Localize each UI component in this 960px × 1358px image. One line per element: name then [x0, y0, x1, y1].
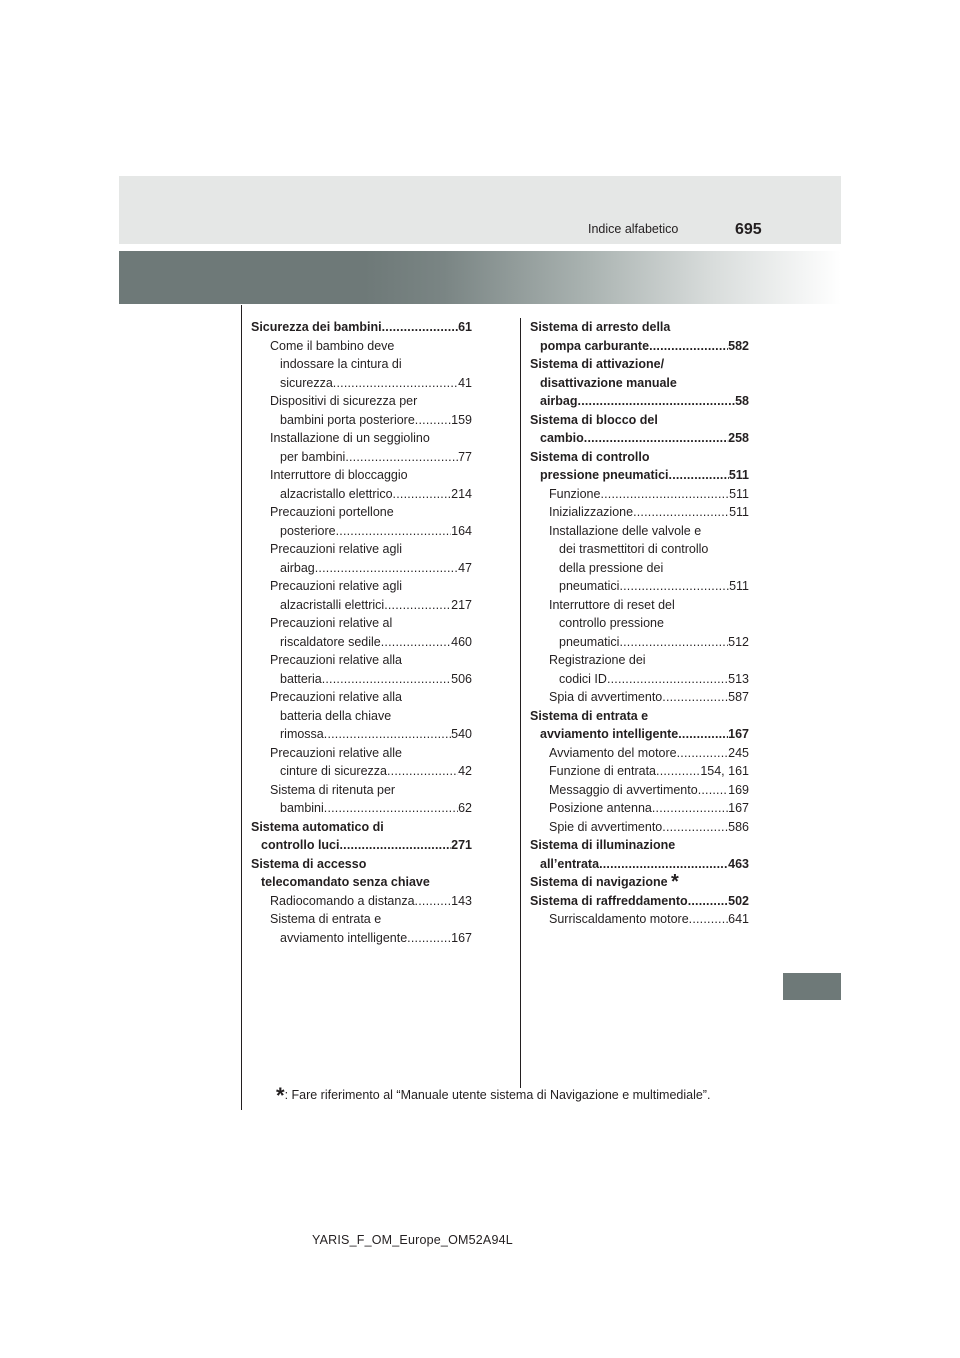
entry-text: controllo luci: [261, 838, 340, 852]
index-entry-sub: [251, 577, 472, 614]
entry-text: Interruttore di bloccaggio: [270, 468, 408, 482]
section-thumb-tab: [783, 973, 841, 1000]
page-reference: 511: [729, 486, 749, 501]
index-entry-sub: [251, 910, 472, 947]
index-entry-main: [530, 318, 749, 355]
dot-leader: [382, 318, 459, 337]
entry-text: Dispositivi di sicurezza per: [270, 394, 418, 408]
dot-leader: [600, 485, 729, 504]
page-reference: 586: [728, 819, 749, 834]
index-entry-sub: [251, 503, 472, 540]
index-entry-sub: [530, 651, 749, 688]
index-entry-main: [530, 411, 749, 448]
index-entry-sub: [530, 596, 749, 652]
section-title: Indice alfabetico: [588, 222, 679, 236]
entry-text: Sistema di accesso: [251, 856, 367, 871]
dot-leader: [656, 762, 700, 781]
entry-text: controllo pressione: [559, 616, 664, 630]
entry-text: Precauzioni relative alle: [270, 745, 403, 760]
entry-text: posteriore: [280, 523, 336, 538]
entry-text: all’entrata: [540, 856, 600, 871]
index-entry-main: [251, 855, 472, 892]
page-reference: 540: [451, 727, 472, 741]
dot-leader: [324, 799, 458, 818]
dot-leader: [415, 892, 452, 911]
index-entry-sub: [530, 688, 749, 707]
page-reference: 42: [458, 764, 472, 778]
page-reference: 167: [728, 727, 749, 741]
entry-text: Sistema di arresto della: [530, 320, 671, 334]
dot-leader: [387, 762, 458, 781]
entry-text: della pressione dei: [559, 560, 664, 575]
dot-leader: [336, 522, 452, 541]
entry-text: Sistema di illuminazione: [530, 838, 676, 852]
entry-text: Precauzioni portellone: [270, 505, 394, 519]
entry-text: Installazione delle valvole e: [549, 523, 702, 538]
dot-leader: [339, 836, 451, 855]
entry-text: Precauzioni relative al: [270, 616, 393, 630]
dot-leader: [607, 670, 728, 689]
index-entry-sub: [251, 337, 472, 393]
page-reference: 502: [728, 893, 749, 908]
entry-text: rimossa: [280, 727, 324, 741]
page-reference: 506: [451, 671, 472, 686]
entry-text: Precauzioni relative agli: [270, 579, 403, 593]
page-reference: 154, 161: [700, 764, 749, 778]
entry-text: batteria della chiave: [280, 708, 392, 723]
page-reference: 217: [451, 597, 472, 612]
dot-leader: [649, 337, 728, 356]
page-reference: 513: [728, 671, 749, 686]
dot-leader: [662, 688, 728, 707]
index-entry-main: [530, 448, 749, 485]
entry-text: indossare la cintura di: [280, 357, 402, 371]
entry-text: pneumatici: [559, 579, 620, 593]
page-reference: 214: [451, 486, 472, 501]
index-entry-main: [530, 836, 749, 873]
index-entry-main: [530, 873, 749, 892]
entry-text: Sistema di ritenuta per: [270, 782, 396, 797]
entry-text: Registrazione dei: [549, 653, 646, 667]
page-reference: 167: [728, 801, 749, 815]
entry-text: Radiocomando a distanza: [270, 893, 415, 908]
entry-text: Sistema automatico di: [251, 819, 384, 834]
entry-text: Sistema di entrata e: [530, 708, 649, 723]
index-entry-main: [251, 818, 472, 855]
entry-text: Come il bambino deve: [270, 338, 395, 353]
entry-text: Messaggio di avvertimento: [549, 782, 698, 797]
page-reference: 511: [729, 505, 749, 519]
dot-leader: [652, 799, 728, 818]
footnote-star: *: [276, 1083, 285, 1108]
dot-leader: [619, 633, 728, 652]
page-reference: 164: [451, 523, 472, 538]
dot-leader: [599, 855, 728, 874]
entry-text: avviamento intelligente: [280, 930, 408, 945]
index-entry-main: [530, 707, 749, 744]
entry-text: bambini porta posteriore: [280, 412, 415, 427]
footnote-marker: *: [671, 871, 679, 893]
entry-text: Spia di avvertimento: [549, 690, 663, 704]
entry-text: bambini: [280, 801, 324, 815]
left-margin-rule: [241, 305, 242, 1110]
page-reference: 511: [728, 468, 749, 482]
dot-leader: [619, 577, 729, 596]
dot-leader: [333, 374, 458, 393]
dot-leader: [415, 411, 451, 430]
index-entry-sub: [251, 744, 472, 781]
page-reference: 61: [458, 320, 472, 334]
index-entry-sub: [251, 781, 472, 818]
index-entry-sub: [251, 614, 472, 651]
page-reference: 167: [451, 930, 472, 945]
entry-text: Interruttore di reset del: [549, 597, 675, 612]
entry-text: Precauzioni relative alla: [270, 690, 403, 704]
index-entry-sub: [251, 688, 472, 744]
entry-text: airbag: [280, 560, 315, 575]
index-entry-sub: [251, 392, 472, 429]
entry-text: codici ID: [559, 671, 607, 686]
index-entry-main: [530, 892, 749, 911]
entry-text: airbag: [540, 394, 578, 408]
entry-text: cambio: [540, 431, 584, 445]
page-reference: 77: [458, 449, 472, 464]
page-number: 695: [735, 221, 762, 238]
header-gradient-bar: [119, 251, 841, 304]
page-reference: 582: [728, 338, 749, 353]
dot-leader: [345, 448, 458, 467]
entry-text: Precauzioni relative alla: [270, 653, 403, 667]
dot-leader: [393, 485, 452, 504]
page-reference: 463: [728, 856, 749, 871]
index-entry-sub: [251, 540, 472, 577]
dot-leader: [689, 910, 728, 929]
index-entry-sub: [530, 522, 749, 596]
entry-text: alzacristalli elettrici: [280, 597, 385, 612]
entry-text: Sistema di navigazione: [530, 875, 668, 889]
page-reference: 58: [735, 394, 749, 408]
index-entry-sub: [251, 429, 472, 466]
dot-leader: [633, 503, 729, 522]
entry-text: Sistema di raffreddamento: [530, 893, 688, 908]
entry-text: Sistema di controllo: [530, 449, 650, 464]
entry-text: Sistema di blocco del: [530, 412, 658, 427]
dot-leader: [315, 559, 458, 578]
index-entry-sub: [530, 503, 749, 522]
index-entry-sub: [530, 744, 749, 763]
entry-text: dei trasmettitori di controllo: [559, 542, 709, 556]
entry-text: Sistema di entrata e: [270, 912, 382, 926]
page-reference: 169: [728, 782, 749, 797]
page-reference: 641: [728, 912, 749, 926]
dot-leader: [322, 670, 451, 689]
index-column-right: [530, 318, 749, 929]
entry-text: alzacristallo elettrico: [280, 486, 393, 501]
entry-text: Avviamento del motore: [549, 745, 677, 760]
page-reference: 62: [458, 801, 472, 815]
column-divider: [520, 318, 521, 1088]
dot-leader: [669, 466, 729, 485]
index-entry-sub: [530, 762, 749, 781]
entry-text: Sistema di attivazione/: [530, 357, 665, 371]
dot-leader: [688, 892, 728, 911]
entry-text: disattivazione manuale: [540, 375, 677, 390]
index-column-left: [251, 318, 472, 947]
footnote-text: : Fare riferimento al “Manuale utente sistema di Navigazione e multimediale”.: [284, 1088, 711, 1102]
page-reference: 143: [451, 893, 472, 908]
page-reference: 512: [728, 634, 749, 649]
index-entry-sub: [251, 892, 472, 911]
page-reference: 245: [728, 745, 749, 760]
entry-text: cinture di sicurezza: [280, 764, 387, 778]
index-entry-sub: [530, 799, 749, 818]
entry-text: Spie di avvertimento: [549, 819, 663, 834]
entry-text: pressione pneumatici: [540, 468, 669, 482]
page-reference: 271: [451, 838, 472, 852]
entry-text: batteria: [280, 671, 322, 686]
index-entry-sub: [530, 781, 749, 800]
entry-text: Surriscaldamento motore: [549, 912, 689, 926]
page-reference: 47: [458, 560, 472, 575]
dot-leader: [324, 725, 451, 744]
entry-text: avviamento intelligente: [540, 727, 679, 741]
header-band: [119, 176, 841, 244]
page-reference: 587: [728, 690, 749, 704]
entry-text: Installazione di un seggiolino: [270, 431, 430, 445]
index-entry-sub: [251, 466, 472, 503]
page-reference: 41: [458, 375, 472, 390]
entry-text: sicurezza: [280, 375, 333, 390]
entry-text: Sicurezza dei bambini: [251, 320, 382, 334]
dot-leader: [678, 725, 728, 744]
dot-leader: [584, 429, 728, 448]
dot-leader: [381, 633, 451, 652]
page-reference: 258: [728, 431, 749, 445]
page-reference: 460: [451, 634, 472, 649]
entry-text: Funzione di entrata: [549, 764, 657, 778]
index-entry-sub: [530, 818, 749, 837]
dot-leader: [698, 781, 728, 800]
dot-leader: [384, 596, 451, 615]
document-code: YARIS_F_OM_Europe_OM52A94L: [312, 1233, 513, 1247]
footnote: [276, 1083, 711, 1108]
index-entry-sub: [251, 651, 472, 688]
dot-leader: [677, 744, 729, 763]
dot-leader: [407, 929, 451, 948]
entry-text: Inizializzazione: [549, 505, 634, 519]
entry-text: Precauzioni relative agli: [270, 542, 403, 556]
index-entry-sub: [530, 485, 749, 504]
index-entry-sub: [530, 910, 749, 929]
index-entry-main: [530, 355, 749, 411]
entry-text: riscaldatore sedile: [280, 634, 381, 649]
entry-text: pneumatici: [559, 634, 620, 649]
entry-text: per bambini: [280, 449, 346, 464]
entry-text: Posizione antenna: [549, 801, 652, 815]
entry-text: Funzione: [549, 486, 601, 501]
dot-leader: [578, 392, 736, 411]
page-reference: 511: [729, 579, 749, 593]
index-entry-main: [251, 318, 472, 337]
entry-text: telecomandato senza chiave: [261, 875, 430, 889]
dot-leader: [662, 818, 728, 837]
entry-text: pompa carburante: [540, 338, 650, 353]
page-reference: 159: [451, 412, 472, 427]
